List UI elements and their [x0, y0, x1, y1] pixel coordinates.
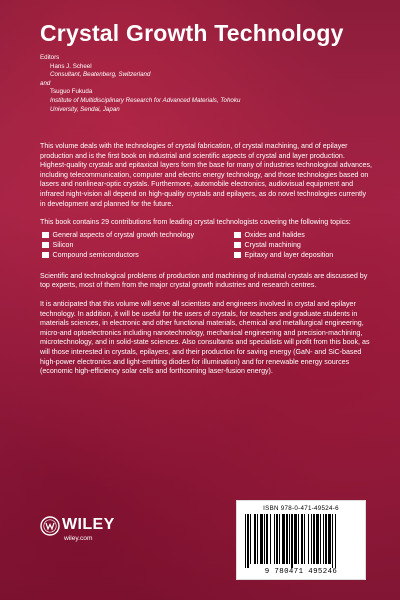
topic-item [234, 250, 374, 260]
book-title: Crystal Growth Technology [40, 20, 344, 46]
editor-name: Tsuguo Fukuda [50, 88, 93, 96]
blurb [40, 142, 372, 386]
topic-label: Silicon [52, 240, 74, 249]
barcode-icon [245, 514, 359, 568]
publisher-name: WILEY [62, 516, 115, 533]
topic-item [234, 240, 374, 250]
square-bullet-icon [234, 232, 241, 239]
blurb-paragraph: This book contains 29 contributions from leading crystal technologists covering the following topics: [40, 218, 351, 227]
topic-list [42, 230, 372, 260]
isbn-label: ISBN 978-0-471-49524-6 [263, 505, 339, 512]
topic-item [234, 230, 374, 240]
blurb-paragraph: This volume deals with the technologies of crystal fabrication, of crystal machining, and of epilayer production and is the first book on industrial and scientific aspects of crystal and layer production. Highest-quality crystals and epitaxical layers form the base for many of industries technological advances, including telecommunication, computer and electric energy technology, and those technologies based on lasers and nonlinear-optic crystals. Furthermore, automobile electronics, audiovisual equipment and infrared night-vision all depend on high-quality crystals and epilayers, as do novel technologies currently in development and planned for the future. [40, 142, 372, 208]
editors-block [40, 54, 370, 114]
editor-affiliation: University, Sendai, Japan [50, 105, 120, 113]
wiley-seal-icon [40, 516, 60, 536]
editor-affiliation: Consultant, Beatenberg, Switzerland [50, 71, 151, 79]
editors-label: Editors [40, 54, 60, 61]
topic-label: Compound semiconductors [52, 250, 139, 259]
square-bullet-icon [234, 242, 241, 249]
topic-label: Oxides and halides [244, 230, 305, 239]
square-bullet-icon [42, 252, 49, 259]
topic-label: General aspects of crystal growth technology [52, 230, 195, 239]
square-bullet-icon [42, 242, 49, 249]
editor-name: Hans J. Scheel [50, 62, 92, 70]
topic-item [42, 250, 228, 260]
publisher-logo [40, 516, 150, 550]
blurb-paragraph: Scientific and technological problems of production and machining of industrial crystals are discussed by top experts, most of them from the major crystal growth industries and research centres. [40, 271, 368, 290]
editors-conjunction: and [40, 79, 51, 87]
isbn-barcode-box [236, 500, 366, 580]
topic-item [42, 230, 228, 240]
topic-label: Epitaxy and layer deposition [244, 250, 334, 259]
editor-affiliation: Institute of Multidisciplinary Research for Advanced Materials, Tohoku [50, 96, 241, 104]
square-bullet-icon [234, 252, 241, 259]
barcode-digits: 9 780471 495246 [264, 568, 338, 576]
topic-label: Crystal machining [244, 240, 301, 249]
publisher-url: wiley.com [64, 535, 93, 542]
blurb-paragraph: It is anticipated that this volume will serve all scientists and engineers involved in crystal and epilayer technology. In addition, it will be useful for the users of crystals, for teachers and graduate students in materials sciences, in electronic and other functional materials, chemical and metallurgical engineering, micro-and optoelectronics including nanotechnology, mechanical engineering and precision-machining, microtechnology, and in solid-state sciences. Also consultants and specialists will profit from this book, as will those interested in crystals, epilayers, and their production for saving energy (GaN- and SiC-based high-power electronics and light-emitting diodes for illumination) and for renewable energy sources (economic high-efficiency solar cells and forthcoming laser-fusion energy). [40, 299, 370, 376]
topic-item [42, 240, 228, 250]
square-bullet-icon [42, 232, 49, 239]
